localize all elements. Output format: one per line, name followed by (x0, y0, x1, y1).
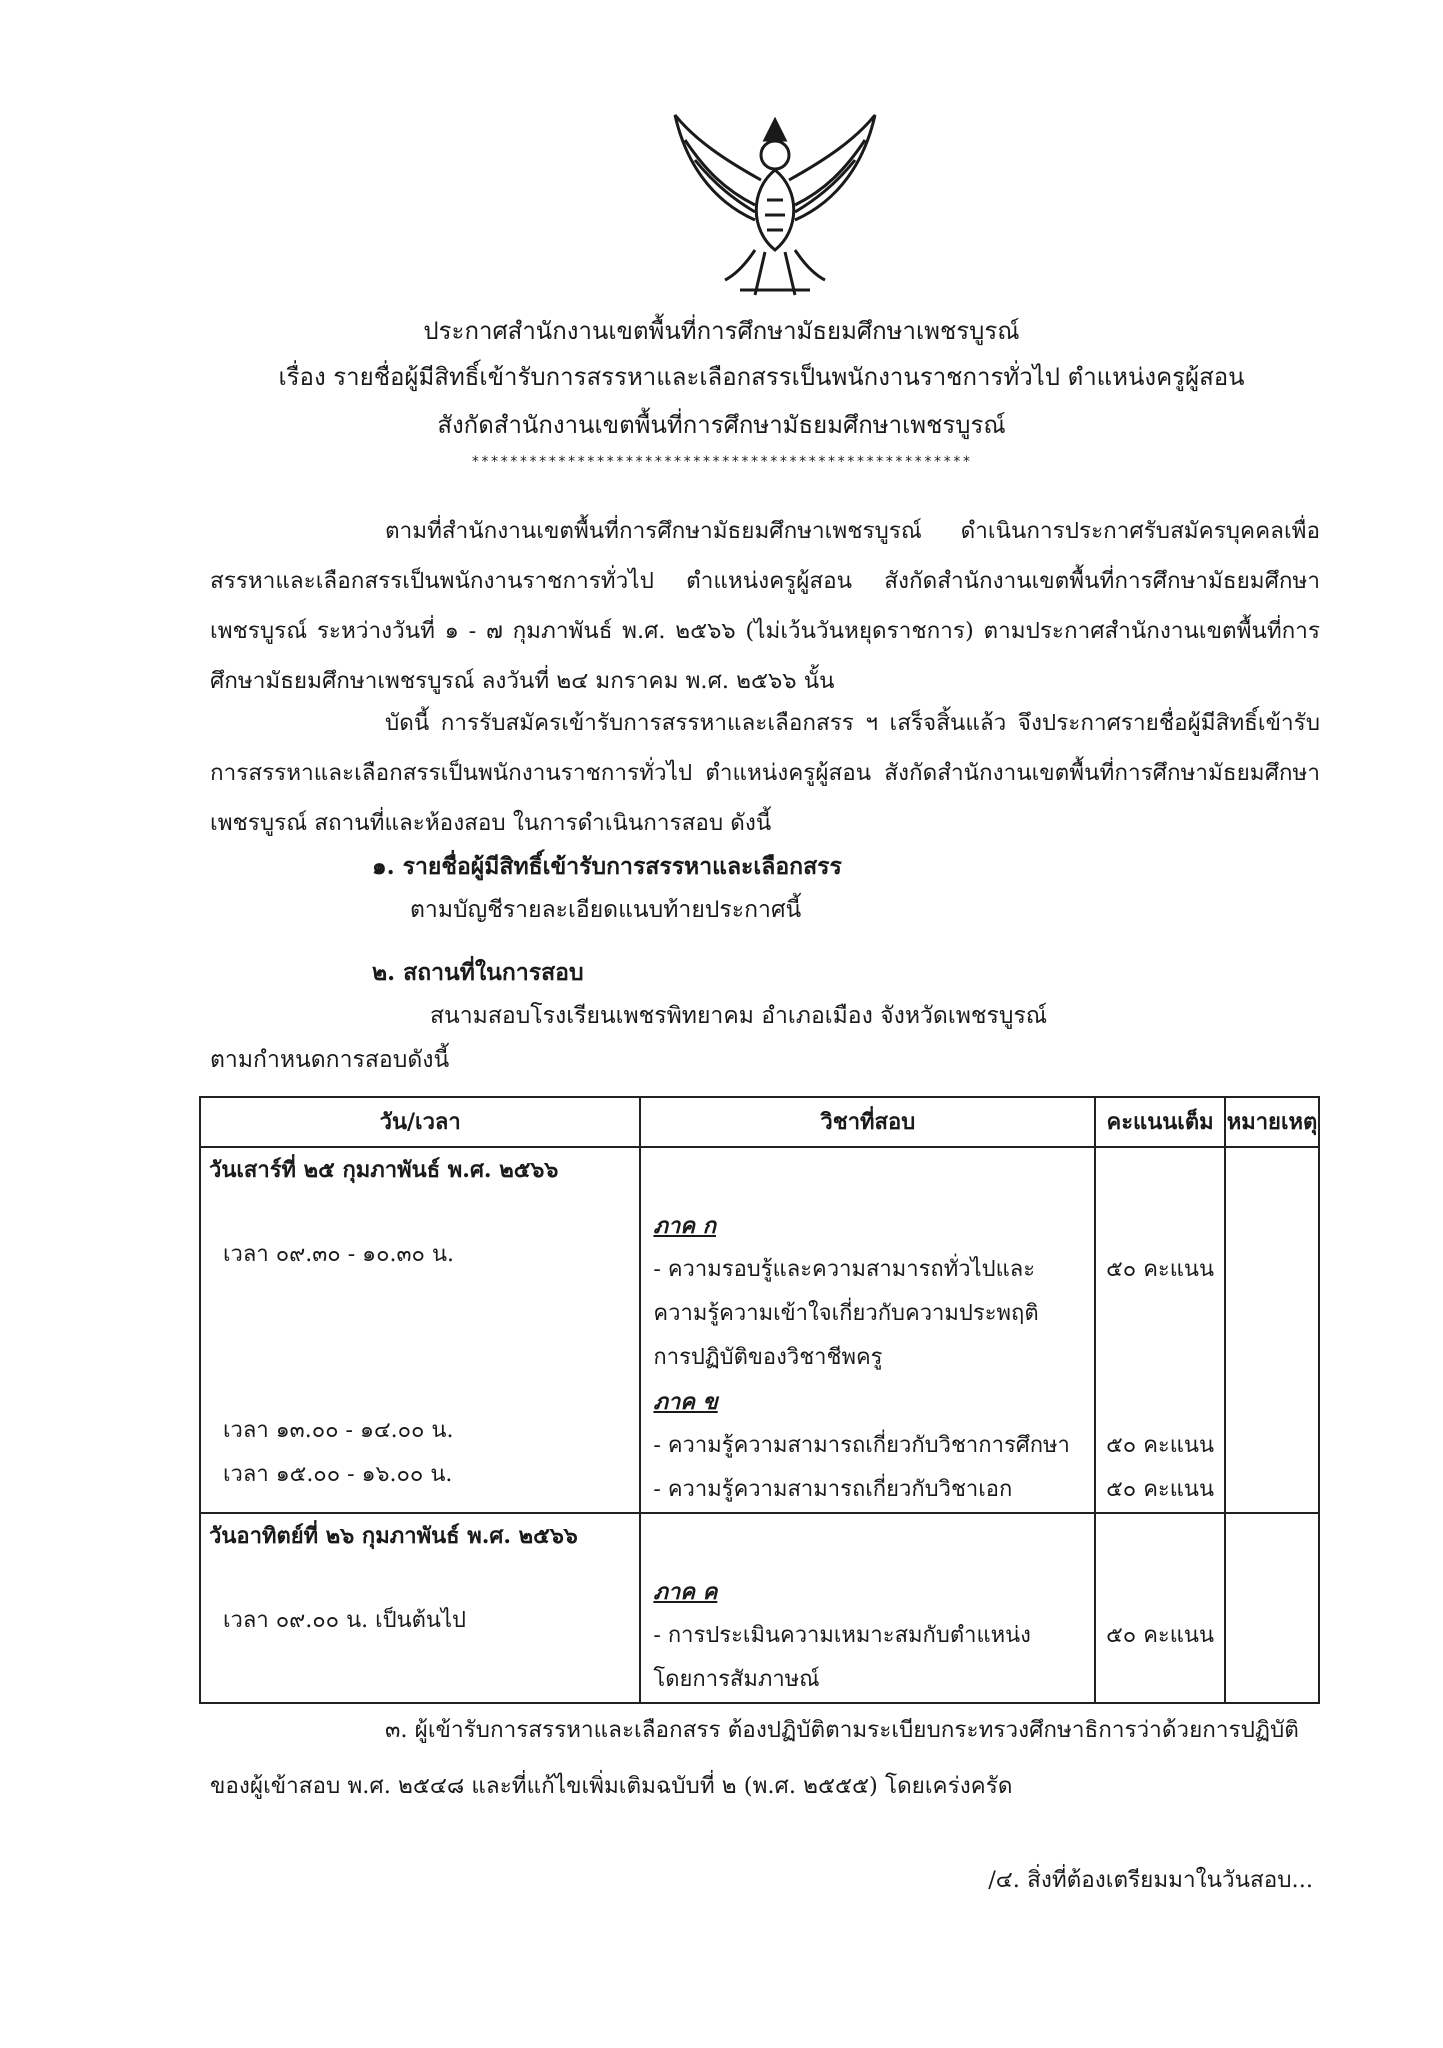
section-1-title: ๑. รายชื่อผู้มีสิทธิ์เข้ารับการสรรหาและเลือกสรร (372, 853, 842, 880)
subject-cell (640, 1513, 1095, 1703)
intro-paragraph: ตามที่สำนักงานเขตพื้นที่การศึกษามัธยมศึกษาเพชรบูรณ์ ดำเนินการประกาศรับสมัครบุคคลเพื่อสรรหาและเลือกสรรเป็นพนักงานราชการทั่วไป ตำแหน่งครูผู้สอน สังกัดสำนักงานเขตพื้นที่การศึกษามัธยมศึกษาเพชรบูรณ์ ระหว่างวันที่ ๑ - ๗ กุมภาพันธ์ พ.ศ. ๒๕๖๖ (ไม่เว้นวันหยุดราชการ) ตามประกาศสำนักงานเขตพื้นที่การศึกษามัธยมศึกษาเพชรบูรณ์ ลงวันที่ ๒๔ มกราคม พ.ศ. ๒๕๖๖ นั้น (210, 518, 1320, 694)
time-part-b1: เวลา ๑๓.๐๐ - ๑๔.๐๐ น. (223, 1417, 454, 1443)
time-part-b2: เวลา ๑๕.๐๐ - ๑๖.๐๐ น. (223, 1461, 453, 1487)
date-time-cell (200, 1147, 640, 1513)
divider-stars: **************************************************** (471, 454, 972, 470)
section-2-text-cont: ตามกำหนดการสอบดังนี้ (210, 1047, 450, 1073)
announcement-affiliation: สังกัดสำนักงานเขตพื้นที่การศึกษามัธยมศึกษาเพชรบูรณ์ (437, 411, 1006, 439)
subject-b-line2: - ความรู้ความสามารถเกี่ยวกับวิชาเอก (653, 1477, 1013, 1502)
subject-a-line2: ความรู้ความเข้าใจเกี่ยวกับความประพฤติ (653, 1301, 1039, 1326)
table-row (200, 1513, 1319, 1703)
subject-c-line2: โดยการสัมภาษณ์ (653, 1667, 820, 1692)
table-header-row (200, 1097, 1319, 1147)
score-part-c: ๕๐ คะแนน (1106, 1623, 1215, 1648)
header-subject: วิชาที่สอบ (640, 1097, 1095, 1147)
exam-schedule-table (199, 1096, 1320, 1704)
score-cell (1095, 1513, 1225, 1703)
part-b-label: ภาค ข (653, 1389, 718, 1415)
score-part-b2: ๕๐ คะแนน (1106, 1477, 1215, 1502)
date-time-cell (200, 1513, 640, 1703)
subject-cell (640, 1147, 1095, 1513)
table-row (200, 1147, 1319, 1513)
section-1-text: ตามบัญชีรายละเอียดแนบท้ายประกาศนี้ (410, 897, 802, 923)
header-remark: หมายเหตุ (1225, 1097, 1319, 1147)
subject-a-line1: - ความรอบรู้และความสามารถทั่วไปและ (653, 1257, 1036, 1282)
header-date-time: วัน/เวลา (200, 1097, 640, 1147)
remark-cell (1225, 1147, 1319, 1513)
header-score: คะแนนเต็ม (1095, 1097, 1225, 1147)
subject-b-line1: - ความรู้ความสามารถเกี่ยวกับวิชาการศึกษา (653, 1433, 1070, 1458)
score-part-a: ๕๐ คะแนน (1106, 1257, 1215, 1282)
remark-cell (1225, 1513, 1319, 1703)
score-cell (1095, 1147, 1225, 1513)
announcement-subject: เรื่อง รายชื่อผู้มีสิทธิ์เข้ารับการสรรหาและเลือกสรรเป็นพนักงานราชการทั่วไป ตำแหน่งครูผู้สอน (278, 363, 1245, 391)
part-c-label: ภาค ค (653, 1579, 718, 1605)
part-a-label: ภาค ก (653, 1213, 716, 1239)
garuda-emblem-icon (655, 100, 895, 300)
announcement-issuer: ประกาศสำนักงานเขตพื้นที่การศึกษามัธยมศึกษาเพชรบูรณ์ (423, 317, 1020, 345)
section-2-title: ๒. สถานที่ในการสอบ (372, 959, 584, 986)
time-part-a: เวลา ๐๙.๓๐ - ๑๐.๓๐ น. (223, 1241, 454, 1267)
continuation-note: /๔. สิ่งที่ต้องเตรียมมาในวันสอบ... (988, 1867, 1313, 1893)
subject-c-line1: - การประเมินความเหมาะสมกับตำแหน่ง (653, 1623, 1031, 1648)
score-part-b1: ๕๐ คะแนน (1106, 1433, 1215, 1458)
exam-day-1: วันเสาร์ที่ ๒๕ กุมภาพันธ์ พ.ศ. ๒๕๖๖ (209, 1157, 559, 1183)
subject-a-line3: การปฏิบัติของวิชาชีพครู (653, 1345, 883, 1370)
section-3-paragraph: ๓. ผู้เข้ารับการสรรหาและเลือกสรร ต้องปฏิบัติตามระเบียบกระทรวงศึกษาธิการว่าด้วยการปฏิบัติของผู้เข้าสอบ พ.ศ. ๒๕๔๘ และที่แก้ไขเพิ่มเติมฉบับที่ ๒ (พ.ศ. ๒๕๕๕) โดยเคร่งครัด (210, 1717, 1299, 1799)
announcement-paragraph: บัดนี้ การรับสมัครเข้ารับการสรรหาและเลือกสรร ฯ เสร็จสิ้นแล้ว จึงประกาศรายชื่อผู้มีสิทธิ์เข้ารับการสรรหาและเลือกสรรเป็นพนักงานราชการทั่วไป ตำแหน่งครูผู้สอน สังกัดสำนักงานเขตพื้นที่การศึกษามัธยมศึกษาเพชรบูรณ์ สถานที่และห้องสอบ ในการดำเนินการสอบ ดังนี้ (210, 710, 1320, 836)
section-2-text: สนามสอบโรงเรียนเพชรพิทยาคม อำเภอเมือง จังหวัดเพชรบูรณ์ (430, 1003, 1048, 1029)
time-part-c: เวลา ๐๙.๐๐ น. เป็นต้นไป (223, 1607, 466, 1633)
exam-day-2: วันอาทิตย์ที่ ๒๖ กุมภาพันธ์ พ.ศ. ๒๕๖๖ (209, 1523, 578, 1549)
